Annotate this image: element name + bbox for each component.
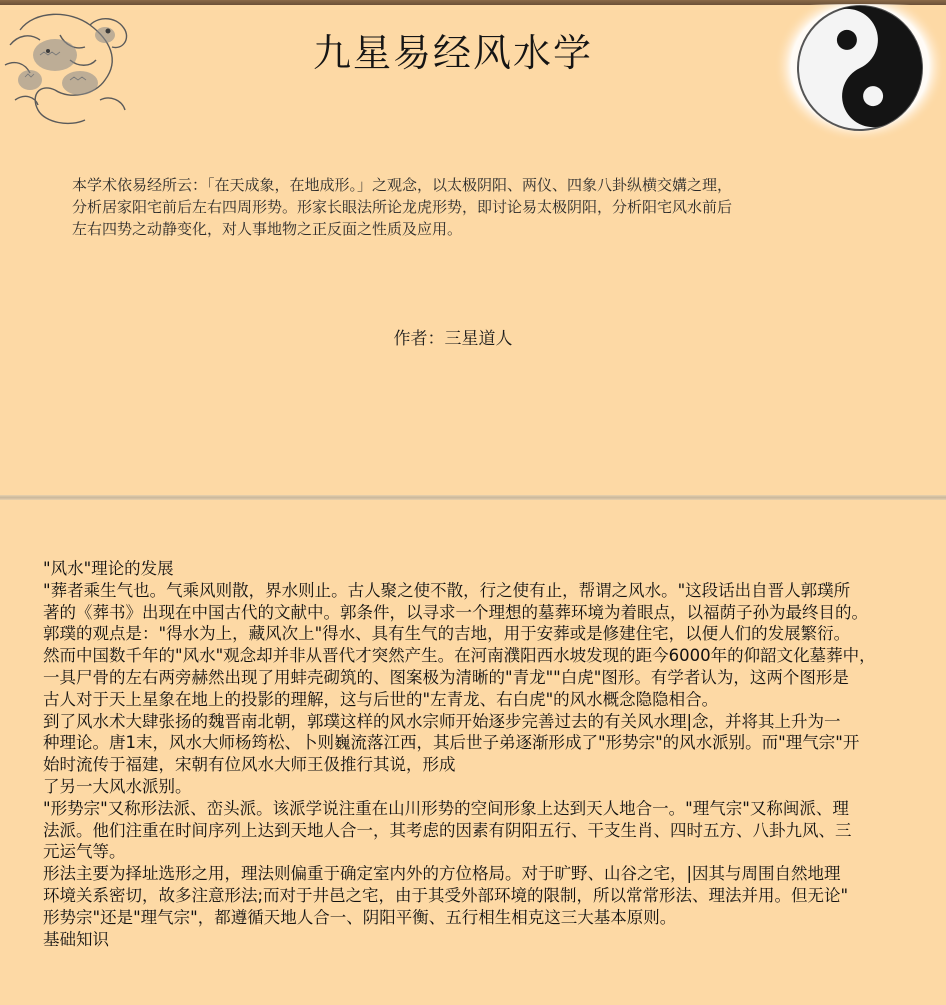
intro-text: 本学术依易经所云：「在天成象，在地成形。」之观念，以太极阴阳、两仪、四象八卦纵横交媾之理， 分析居家阳宅前后左右四周形势。形家长眼法所论龙虎形势，即讨论易太极阴阳，分析阳宅风水前后 左右四势之动静变化，对人事地物之正反面之性质及应用。 xyxy=(72,176,733,238)
article-paragraph: "形势宗"又称形法派、峦头派。该派学说注重在山川形势的空间形象上达到天人地合一。"理气宗"又称闽派、理 法派。他们注重在时间序列上达到天地人合一，其考虑的因素有阴阳五行、干支生肖、四时五方、八卦九风、三 元运气等。 xyxy=(43,798,852,862)
article-body xyxy=(43,558,933,950)
section-divider xyxy=(0,495,946,500)
article-paragraph: "葬者乘生气也。气乘风则散，界水则止。古人聚之使不散，行之使有止，帮谓之风水。"这段话出自晋人郭璞所 著的《葬书》出现在中国古代的文献中。郭条件，以寻求一个理想的墓葬环境为着眼点，以福荫子孙为最终目的。 郭璞的观点是："得水为上，藏风次上"得水、具有生气的吉地，用于安葬或是修建住宅，以便人们的发展繁衍。 然而中国数千年的"风水"观念却并非从晋代才突然产生。在河南濮阳西水坡发现的距今6000年的仰韶文化墓葬中， 一具尸骨的左右两旁赫然出现了用蚌壳砌筑的、图案极为清晰的"青龙""白虎"图形。有学者认为，这两个图形是 古人对于天上星象在地上的投影的理解，这与后世的"左青龙、右白虎"的风水概念隐隐相合。 xyxy=(43,580,876,709)
article-subheading: 基础知识 xyxy=(43,929,109,949)
article-paragraph: 到了风水术大肆张扬的魏晋南北朝，郭璞这样的风水宗师开始逐步完善过去的有关风水理|念，并将其上升为一 种理论。唐1末，风水大师杨筠松、卜则巍流落江西，其后世子弟逐渐形成了"形势宗"的风水派别。而"理气宗"开 始时流传于福建，宋朝有位风水大师王伋推行其说，形成 了另一大风水派别。 xyxy=(43,711,860,796)
page-title: 九星易经风水学 xyxy=(312,31,593,75)
author-line: 作者：三星道人 xyxy=(393,329,513,349)
article-heading: "风水"理论的发展 xyxy=(43,559,174,578)
article-paragraph: 形法主要为择址选形之用，理法则偏重于确定室内外的方位格局。对于旷野、山谷之宅，|因其与周围自然地理 环境关系密切，故多注意形法;而对于井邑之宅，由于其受外部环境的限制，所以常常形法、理法并用。但无论" 形势宗"还是"理气宗"，都遵循天地人合一、阴阳平衡、五行相生相克这三大基本原则。 xyxy=(43,864,849,927)
